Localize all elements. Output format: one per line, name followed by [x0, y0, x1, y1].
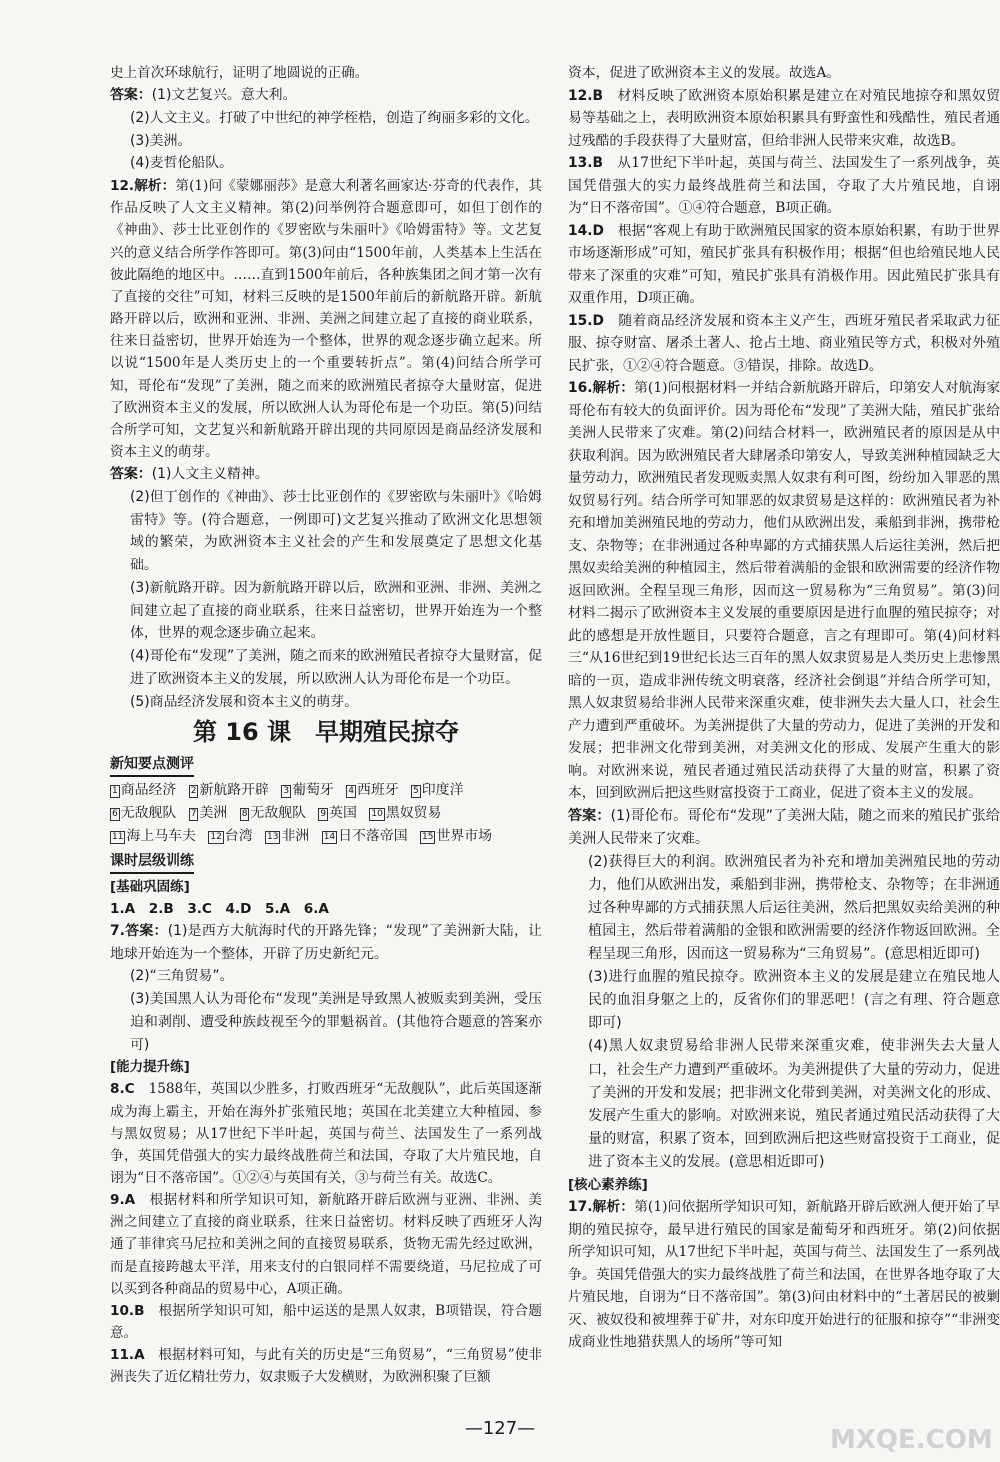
term-text: 海上马车夫 — [126, 827, 196, 844]
lesson-title: 第 16 课 早期殖民掠夺 — [192, 718, 460, 747]
term-number-box: 6 — [112, 809, 118, 820]
item-text: (4)黑人奴隶贸易给非洲人民带来深重灾难，使非洲失去大量人口，社会生产力遭到严重破坏。为美洲提供了大量的劳动力，促进了美洲的开发和发展；把非洲文化带到美洲，对美洲文化的形成、发展产生重大的影响。对欧洲来说，殖民者通过殖民活动获得了大量的财富，积累了资本，回到欧洲后把这些财富投资于工商业，促进了资本主义的发展。(意思相近即可) — [588, 1038, 1000, 1170]
term-number-box: 7 — [190, 809, 197, 820]
answer-paragraph — [568, 805, 1000, 851]
item-label: 16.解析： — [568, 380, 635, 396]
item-text: (2)获得巨大的利润。欧洲殖民者为补充和增加美洲殖民地的劳动力，他们从欧洲出发，乘船到非洲，携带枪支、杂物等；在非洲通过各种卑鄙的方式捕获黑人后运往美洲，然后把黑奴卖给美洲的种植园主，然后带着满船的金银和欧洲需要的经济作物返回欧洲。全程呈现三角形，因而这一贸易称为“三角贸易”。(意思相近即可) — [588, 853, 1000, 963]
item-label: 9.A — [110, 1192, 136, 1209]
term-number-box: 5 — [413, 786, 419, 797]
explanation-paragraph — [568, 310, 1000, 378]
term-number-box: 12 — [210, 831, 222, 842]
explanation-paragraph — [568, 85, 1000, 153]
key-term — [346, 782, 398, 798]
item-text: 第(1)问依据所学知识可知，新航路开辟后欧洲人便开始了早期的殖民掠夺，最早进行殖民的国家是葡萄牙和西班牙。第(2)问依据所学知识可知，从17世纪下半叶起，英国与荷兰、法国发生了一系列战争。英国凭借强大的实力最终战胜了荷兰和法国，在世界各地夺取了大片殖民地，自诩为“日不落帝国”。第(3)问由材料中的“土著居民的被剿灭、被奴役和被埋葬于矿井，对东印度开始进行的征服和掠夺”“非洲变成商业性地猎获黑人的场所”等可知 — [568, 1199, 1000, 1350]
term-number-box: 13 — [267, 831, 279, 842]
item-text: (4)哥伦布“发现”了美洲，随之而来的欧洲殖民者掠夺大量财富，促进了欧洲资本主义的发展，所以欧洲人认为哥伦布是一个功臣。 — [130, 648, 542, 687]
right-column — [568, 62, 1000, 1354]
item-label: 10.B — [110, 1302, 145, 1319]
item-label: 答案： — [568, 807, 611, 824]
term-number-box: 10 — [371, 809, 383, 820]
answer-paragraph — [110, 130, 542, 153]
item-label: 14.D — [568, 222, 604, 239]
key-term — [208, 828, 252, 844]
answer-paragraph — [110, 107, 542, 130]
answer-paragraph — [568, 851, 1000, 966]
term-text: 新航路开辟 — [199, 782, 269, 799]
multiple-choice-answers: 1.A 2.B 3.C 4.D 5.A 6.A — [110, 900, 329, 917]
explanation-paragraph — [568, 377, 1000, 805]
item-text: (2)但丁创作的《神曲》、莎士比亚创作的《罗密欧与朱丽叶》《哈姆雷特》等。(符合题意，一例即可)文艺复兴推动了欧洲文化思想领域的繁荣，为欧洲资本主义社会的产生和发展奠定了思想文化基础。 — [130, 488, 542, 574]
term-text: 美洲 — [199, 805, 228, 822]
item-text: 根据材料可知，与此有关的历史是“三角贸易”，“三角贸易”使非洲丧失了近亿精壮劳力，奴隶贩子大发横财，为欧洲积聚了巨额 — [110, 1347, 542, 1386]
explanation-paragraph — [568, 220, 1000, 310]
term-text: 葡萄牙 — [292, 782, 334, 799]
key-term — [110, 828, 196, 844]
answer-paragraph — [568, 1035, 1000, 1174]
item-text: 随着商品经济发展和资本主义产生，西班牙殖民者采取武力征服、掠夺财富、屠杀土著人、抢占土地、商业殖民等方式，积极对外殖民扩张，①②④符合题意。③错误，排除。故选D。 — [568, 312, 1000, 374]
item-text: (3)新航路开辟。因为新航路开辟以后，欧洲和亚洲、非洲、美洲之间建立起了直接的商业联系，往来日益密切，世界开始连为一个整体，世界的观念逐步确立起来。 — [130, 579, 542, 642]
item-text: 根据材料和所学知识可知，新航路开辟后欧洲与亚洲、非洲、美洲之间建立了直接的商业联系，往来日益密切。材料反映了西班牙人沟通了菲律宾马尼拉和美洲之间的直接贸易联系，货物无需先经过欧洲，而是直接跨越太平洋，用来支付的白银同样不需要绕道，马尼拉成了可以买到各种商品的贸易中心，A项正确。 — [110, 1192, 542, 1297]
item-label: 7.答案： — [110, 922, 168, 939]
term-text: 非洲 — [281, 827, 310, 844]
page-number: —127— — [464, 1418, 536, 1439]
item-text: 资本，促进了欧洲资本主义的发展。故选A。 — [568, 65, 841, 81]
key-term — [240, 805, 306, 821]
term-text: 西班牙 — [356, 782, 399, 799]
term-text: 日不落帝国 — [338, 827, 408, 844]
term-text: 台湾 — [224, 827, 253, 844]
answer-paragraph — [110, 577, 542, 645]
explanation-paragraph — [568, 1196, 1000, 1354]
key-term — [189, 782, 269, 798]
key-term — [281, 782, 333, 798]
item-label: 15.D — [568, 312, 604, 329]
item-label: 答案： — [110, 466, 152, 483]
explanation-paragraph — [110, 1078, 542, 1189]
explanation-paragraph — [110, 1300, 542, 1344]
term-number-box: 9 — [320, 809, 327, 820]
key-term — [318, 805, 357, 821]
tag-basic: [基础巩固练] — [110, 878, 190, 895]
term-text: 英国 — [329, 805, 357, 822]
section-heading-new-knowledge: 新知要点测评 — [110, 753, 194, 777]
item-text: 材料反映了欧洲资本原始积累是建立在对殖民地掠夺和黑奴贸易等基础之上，表明欧洲资本原始积累具有野蛮性和残酷性，殖民者通过残酷的手段获得了大量财富，但给非洲人民带来灾难，故选B。 — [568, 87, 1000, 149]
item-label: 17.解析： — [568, 1199, 635, 1215]
item-text: (3)美国黑人认为哥伦布“发现”美洲是导致黑人被贩卖到美洲，受压迫和剥削、遭受种族歧视至今的罪魁祸首。(其他符合题意的答案亦可) — [130, 991, 542, 1053]
answer-paragraph — [110, 645, 542, 691]
item-text: (1)哥伦布。哥伦布“发现”了美洲大陆，随之而来的殖民扩张给美洲人民带来了灾难。 — [568, 807, 1000, 847]
answer-paragraph — [110, 152, 542, 175]
key-term — [411, 782, 463, 798]
term-number-box: 2 — [190, 786, 197, 797]
explanation-paragraph — [568, 152, 1000, 220]
term-number-box: 1 — [112, 786, 118, 797]
answer-paragraph — [110, 486, 542, 577]
item-text: 第(1)问根据材料一并结合新航路开辟后，印第安人对航海家哥伦布有较大的负面评价。因为哥伦布“发现”了美洲大陆，殖民扩张给美洲人民带来了灾难。第(2)问结合材料一，欧洲殖民者的原因是从中获取利润。因为欧洲殖民者大肆屠杀印第安人，导致美洲种植园缺乏大量劳动力，欧洲殖民者发现贩卖黑人奴隶有利可图，纷纷加入罪恶的黑奴贸易行列。结合所学可知罪恶的奴隶贸易是这样的：欧洲殖民者为补充和增加美洲殖民地的劳动力，他们从欧洲出发，乘船到非洲，携带枪支、杂物等；在非洲通过各种卑鄙的方式捕获黑人后运往美洲，然后把黑奴卖给美洲的种植园主，然后带着满船的金银和欧洲需要的经济作物返回欧洲。全程呈现三角形，因而这一贸易称为“三角贸易”。第(3)问材料二揭示了欧洲资本主义发展的重要原因是进行血腥的殖民掠夺；对此的感想是开放性题目，只要符合题意，言之有理即可。第(4)问材料三“从16世纪到19世纪长达三百年的黑人奴隶贸易是人类历史上悲惨黑暗的一页，造成非洲传统文明衰落，经济社会倒退”并结合所学可知，黑人奴隶贸易给非洲人民带来深重灾难，使非洲失去大量人口，社会生产力遭到严重破坏。为美洲提供了大量的劳动力，促进了美洲的开发和发展；把非洲文化带到美洲，对美洲文化的形成、发展产生重大的影响。对欧洲来说，殖民者通过殖民活动获得了大量的财富，积累了资本，回到欧洲后把这些财富投资于工商业，促进了资本主义的发展。 — [568, 380, 1000, 801]
item-text: (3)进行血腥的殖民掠夺。欧洲资本主义的发展是建立在殖民地人民的血泪身躯之上的，反省你们的罪恶吧！(言之有理、符合题意即可) — [588, 969, 1000, 1032]
key-term — [110, 805, 176, 821]
item-text: 1588年，英国以少胜多，打败西班牙“无敌舰队”，此后英国逐渐成为海上霸主，开始在海外扩张殖民地；英国在北美建立大种植园、参与黑奴贸易；从17世纪下半叶起，英国与荷兰、法国发生了一系列战争，英国凭借强大的实力最终战胜荷兰和法国，夺取了大片殖民地，自诩为“日不落帝国”。①②④与英国有关，③与荷兰有关。故选C。 — [110, 1081, 542, 1186]
item-text: 史上首次环球航行，证明了地圆说的正确。 — [110, 65, 369, 81]
key-term — [322, 828, 408, 844]
key-term — [420, 828, 492, 844]
item-label: 12.解析： — [110, 178, 176, 195]
explanation-paragraph — [110, 175, 542, 463]
term-number-box: 15 — [422, 831, 434, 842]
answer-paragraph — [110, 691, 542, 714]
term-text: 无敌舰队 — [120, 805, 177, 822]
explanation-paragraph — [110, 62, 542, 84]
key-term — [265, 828, 309, 844]
tag-core: [核心素养练] — [568, 1177, 648, 1193]
term-text: 无敌舰队 — [250, 805, 306, 822]
item-text: (5)商品经济发展和资本主义的萌芽。 — [130, 693, 359, 710]
term-text: 商品经济 — [120, 782, 177, 799]
item-text: (1)文艺复兴。意大利。 — [151, 87, 297, 104]
left-column — [110, 62, 542, 1389]
explanation-paragraph — [110, 1344, 542, 1388]
term-text: 世界市场 — [436, 827, 493, 844]
item-label: 答案： — [110, 87, 152, 104]
term-number-box: 3 — [283, 786, 290, 797]
item-label: 8.C — [110, 1081, 135, 1098]
section-heading-training: 课时层级训练 — [110, 850, 194, 874]
item-text: 从17世纪下半叶起，英国与荷兰、法国发生了一系列战争，英国凭借强大的实力最终战胜荷兰和法国，夺取了大片殖民地，自诩为“日不落帝国”。①④符合题意，B项正确。 — [568, 155, 1000, 216]
explanation-paragraph — [110, 1189, 542, 1300]
answer-paragraph — [110, 84, 542, 107]
answer-paragraph — [110, 965, 542, 988]
answer-paragraph — [110, 463, 542, 486]
term-number-box: 4 — [348, 786, 354, 797]
answer-paragraph — [568, 966, 1000, 1035]
answer-paragraph — [110, 988, 542, 1056]
term-text: 黑奴贸易 — [385, 805, 442, 822]
term-number-box: 11 — [112, 831, 124, 842]
item-text: (3)美洲。 — [130, 132, 192, 149]
key-term — [189, 805, 228, 821]
term-text: 印度洋 — [421, 782, 464, 799]
tag-ability: [能力提升练] — [110, 1059, 190, 1076]
item-label: 12.B — [568, 87, 603, 104]
item-text: 第(1)问《蒙娜丽莎》是意大利著名画家达·芬奇的代表作，其作品反映了人文主义精神。第(2)问举例符合题意即可，如但丁创作的《神曲》、莎士比亚创作的《罗密欧与朱丽叶》《哈姆雷特》等。文艺复兴的意义结合所学作答即可。第(3)问由“1500年前，人类基本上生活在彼此隔绝的地区中。……直到1500年前后，各种族集团之间才第一次有了直接的交往”可知，材料三反映的是1500年前后的新航路开辟。新航路开辟以后，欧洲和亚洲、非洲、美洲之间建立起了直接的商业联系，往来日益密切，世界开始连为一个整体，世界的观念逐步确立起来。所以说“1500年是人类历史上的一个重要转折点”。第(4)问结合所学可知，哥伦布“发现”了美洲，随之而来的欧洲殖民者掠夺大量财富，促进了欧洲资本主义的发展，所以欧洲人认为哥伦布是一个功臣。第(5)问结合所学可知，文艺复兴和新航路开辟出现的共同原因是商品经济发展和资本主义的萌芽。 — [110, 178, 542, 461]
item-text: (4)麦哲伦船队。 — [130, 155, 234, 172]
key-term — [369, 805, 441, 821]
key-terms-list — [110, 779, 542, 847]
item-text: (1)是西方大航海时代的开路先锋；“发现”了美洲新大陆，让地球开始连为一个整体，开辟了历史新纪元。 — [110, 922, 542, 962]
svg-text:MXQE.COM: MXQE.COM — [830, 1425, 993, 1455]
item-text: 根据所学知识可知，船中运送的是黑人奴隶，B项错误，符合题意。 — [110, 1302, 542, 1342]
item-text: 根据“客观上有助于欧洲殖民国家的资本原始积累，有助于世界市场逐渐形成”可知，殖民扩张具有积极作用；根据“但也给殖民地人民带来了深重的灾难”可知，殖民扩张具有消极作用。因此殖民扩张具有双重作用，D项正确。 — [568, 222, 1000, 306]
term-number-box: 8 — [241, 809, 248, 820]
watermark-logo — [826, 1418, 996, 1458]
key-term — [110, 782, 176, 798]
item-text: (1)人文主义精神。 — [151, 466, 269, 483]
explanation-paragraph — [568, 62, 1000, 85]
answer-paragraph — [110, 920, 542, 966]
item-label: 11.A — [110, 1347, 145, 1364]
term-number-box: 14 — [323, 831, 336, 842]
item-label: 13.B — [568, 155, 603, 171]
item-text: (2)人文主义。打破了中世纪的神学桎梏，创造了绚丽多彩的文化。 — [130, 109, 539, 126]
item-text: (2)“三角贸易”。 — [130, 968, 234, 985]
